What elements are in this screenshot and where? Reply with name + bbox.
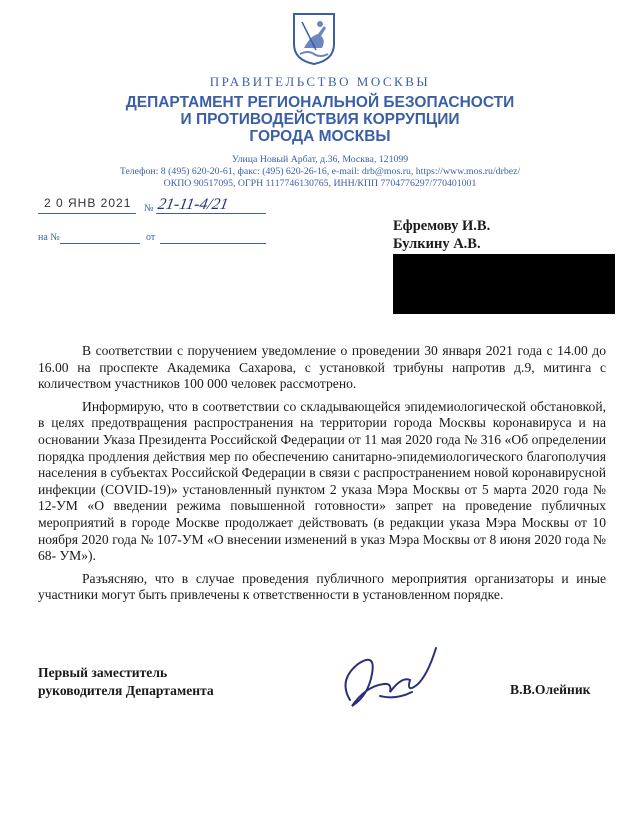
signatory-title — [38, 664, 214, 700]
registration-codes: ОКПО 90517095, ОГРН 1117746130765, ИНН/КПП 7704776297/770401001 — [163, 178, 477, 189]
department-line: И ПРОТИВОДЕЙСТВИЯ КОРРУПЦИИ — [180, 111, 460, 128]
signatory-title-line: Первый заместитель — [38, 665, 168, 680]
street-address: Улица Новый Арбат, д.36, Москва, 121099 — [231, 154, 409, 165]
department-line: ДЕПАРТАМЕНТ РЕГИОНАЛЬНОЙ БЕЗОПАСНОСТИ — [125, 94, 515, 111]
handwritten-signature — [332, 640, 452, 720]
body-paragraph: Разъясняю, что в случае проведения публичного мероприятия организаторы и иные участники могут быть привлечены к ответственности в установленном порядке. — [38, 570, 606, 603]
from-label: от — [146, 232, 156, 243]
letter-body — [38, 343, 606, 610]
department-name — [0, 94, 640, 145]
date-underline — [38, 213, 136, 214]
addressees — [393, 217, 490, 253]
addressee: Булкину А.В. — [393, 236, 481, 252]
number-underline — [156, 213, 266, 214]
government-title: ПРАВИТЕЛЬСТВО МОСКВЫ — [209, 74, 431, 89]
number-label: № — [144, 203, 154, 214]
handwritten-number: 21-11-4/21 — [156, 196, 230, 213]
signatory-name: В.В.Олейник — [510, 682, 591, 697]
letterhead-contacts — [0, 154, 640, 190]
redaction-block — [393, 254, 615, 314]
addressee: Ефремову И.В. — [393, 218, 491, 234]
date-stamp: 2 0 ЯНВ 2021 — [44, 196, 132, 210]
body-paragraph: Информирую, что в соответствии со складывающейся эпидемиологической обстановкой, в целях предотвращения распространения на территории города Москвы коронавируса и на основании Указа Президента Российской Федерации от 11 мая 2020 года № 316 «Об определении порядка продления действия мер по обеспечению санитарно-эпидемиологического благополучия населения в субъектах Российской Федерации в связи с распространением новой коронавирусной инфекции (COVID-19)» установленный пунктом 2 указа Мэра Москвы от 5 марта 2020 года № 12-УМ «О введении режима повышенной готовности» запрет на проведение публичных мероприятий в городе Москве продолжает действовать (в редакции указа Мэра Москвы от 10 ноября 2020 года № 107-УМ «О внесении изменений в указ Мэра Москвы от 8 июня 2020 года № 68- УМ»). — [38, 398, 606, 564]
ref-label: на № — [38, 232, 60, 243]
body-paragraph: В соответствии с поручением уведомление о проведении 30 января 2021 года с 14.00 до 16.00 на проспекте Академика Сахарова, с установкой трибуны напротив д.9, митинга с количеством участников 100 000 человек рассмотрено. — [38, 343, 606, 392]
ref-underline — [60, 243, 140, 244]
signatory-title-line: руководителя Департамента — [38, 683, 214, 698]
moscow-coat-of-arms-icon — [290, 10, 338, 66]
from-underline — [160, 243, 266, 244]
department-line: ГОРОДА МОСКВЫ — [249, 128, 391, 145]
contact-info: Телефон: 8 (495) 620-20-61, факс: (495) 620-26-16, e-mail: drb@mos.ru, https://www.mos.ru/drbez/ — [119, 166, 521, 177]
